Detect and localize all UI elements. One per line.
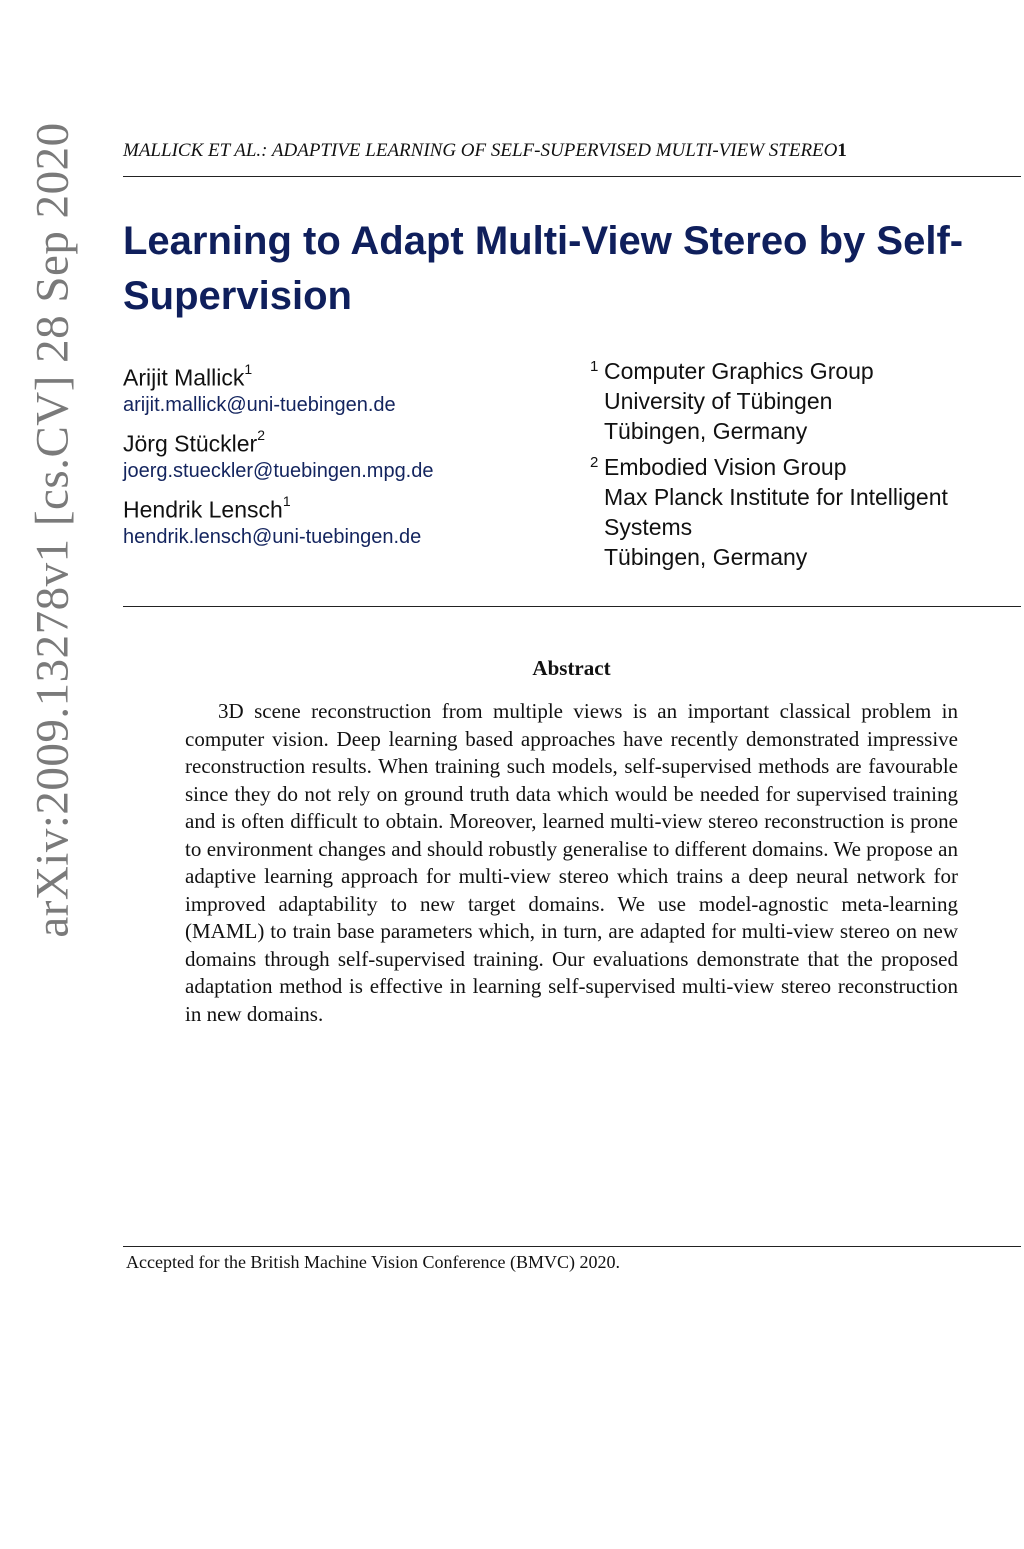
affiliation-list <box>590 356 1010 578</box>
author-name: Jörg Stückler$^2$ <box>123 427 266 457</box>
author-email-link[interactable]: arijit.mallick@uni-tuebingen.de <box>123 394 396 416</box>
affiliation-line: Systems <box>604 514 693 540</box>
footnote-text: Accepted for the British Machine Vision Conference (BMVC) 2020. <box>126 1252 620 1272</box>
abstract-text: 3D scene reconstruction from multiple views is an important classical problem in computer vision. Deep learning based approaches have recently demonstrated impressive reconstruction results. When training such models, self-supervised methods are favourable since they do not rely on ground truth data which would be needed for supervised training and is often difficult to obtain. Moreover, learned multi-view stereo reconstruction is prone to environment changes and should robustly generalise to different domains. We propose an adaptive learning approach for multi-view stereo which trains a deep neural network for improved adaptability to new target domains. We use model-agnostic meta-learning (MAML) to train base parameters which, in turn, are adapted for multi-view stereo on new domains through self-supervised training. Our evaluations demonstrate that the proposed adaptation method is effective in learning self-supervised multi-view stereo reconstruction in new domains. <box>185 699 958 1026</box>
title-block-rule <box>123 606 1021 607</box>
running-title: MALLICK ET AL.: ADAPTIVE LEARNING OF SELF-SUPERVISED MULTI-VIEW STEREO <box>123 140 838 161</box>
author-name: Arijit Mallick$^1$ <box>123 361 253 391</box>
affiliation-line: University of Tübingen <box>604 388 833 414</box>
affiliation-line: Max Planck Institute for Intelligent <box>604 484 948 510</box>
affiliation-line: Tübingen, Germany <box>604 418 808 444</box>
affiliation-line: Computer Graphics Group <box>604 358 874 384</box>
affiliation-entry <box>590 356 1010 446</box>
page-number: 1 <box>837 140 847 161</box>
affiliation-mark: 2 <box>257 427 266 443</box>
affiliation-mark: 1 <box>244 361 253 377</box>
abstract-heading: Abstract <box>532 656 611 680</box>
footnote-rule <box>123 1246 1021 1247</box>
author-list <box>123 356 563 554</box>
author-email-link[interactable]: hendrik.lensch@uni-tuebingen.de <box>123 526 422 548</box>
header-rule <box>123 176 1021 177</box>
affiliation-mark: 1 <box>590 358 599 375</box>
running-header <box>123 140 1021 162</box>
paper-title: Learning to Adapt Multi-View Stereo by Self-Supervision <box>123 219 964 318</box>
affiliation-entry <box>590 452 1010 572</box>
affiliation-line: Tübingen, Germany <box>604 544 808 570</box>
affiliation-mark: 2 <box>590 454 599 471</box>
affiliation-line: Embodied Vision Group <box>604 454 847 480</box>
affiliation-mark: 1 <box>282 493 291 509</box>
arxiv-identifier-stamp <box>18 90 88 970</box>
author-name: Hendrik Lensch$^1$ <box>123 493 291 523</box>
author-email-link[interactable]: joerg.stueckler@tuebingen.mpg.de <box>123 460 434 482</box>
arxiv-id-text: arXiv:2009.13278v1 [cs.CV] 28 Sep 2020 <box>27 122 80 938</box>
